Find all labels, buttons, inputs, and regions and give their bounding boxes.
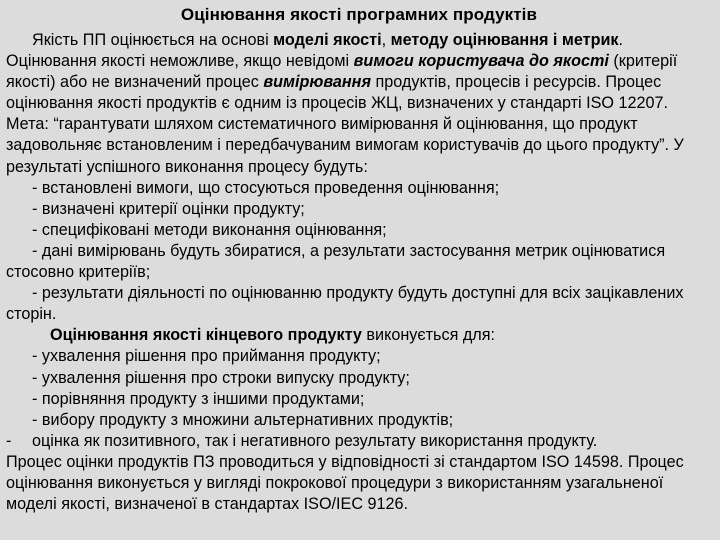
user-requirements-term: вимоги користувача до якості	[353, 52, 609, 71]
result-item: - встановлені вимоги, що стосуються проведення оцінювання;	[32, 178, 500, 197]
use-item: - ухвалення рішення про строки випуску продукту;	[32, 368, 410, 387]
result-item: - специфіковані методи виконання оцінювання;	[32, 220, 387, 239]
intro-text-5: . Оцінювання якості неможливе, якщо невідомі	[6, 31, 624, 71]
list-dash: -	[6, 431, 12, 450]
use-item: - ухвалення рішення про приймання продукту;	[32, 347, 381, 366]
result-item: - дані вимірювань будуть збиратися, а результати застосування метрик оцінюватися стосовно критеріїв;	[6, 241, 666, 282]
last-use-item-text: оцінка як позитивного, так і негативного результату використання продукту.	[32, 431, 598, 450]
intro-text-9: продуктів, процесів і ресурсів. Процес оцінювання якості продуктів є одним із процесів ЖЦ, визначених у стандарті ISO 12207. Мета: “гарантувати шляхом систематичного вимірювання й оцінювання, що продукт задовольняє встановленим і передбачуваним вимогам користувачів до цього продукту”. У результаті успішного виконання процесу будуть:	[6, 73, 684, 176]
final-product-paragraph	[6, 325, 712, 346]
result-item: - визначені критерії оцінки продукту;	[32, 199, 305, 218]
intro-text-1: Якість ПП оцінюється на основі	[32, 31, 274, 49]
final-product-text: виконується для:	[361, 326, 495, 345]
intro-text-7: (критерії якості) або не визначений процес	[6, 52, 678, 92]
use-item: - порівняння продукту з іншими продуктами;	[32, 389, 365, 408]
slide-body	[6, 30, 712, 515]
evaluation-method-term: методу оцінювання і метрик	[390, 31, 619, 49]
result-item: - результати діяльності по оцінюванню продукту будуть доступні для всіх зацікавлених сторін.	[6, 284, 684, 324]
use-item: - вибору продукту з множини альтернативних продуктів;	[32, 410, 454, 429]
intro-paragraph	[6, 30, 712, 178]
intro-text-3: ,	[381, 31, 391, 49]
slide-title: Оцінювання якості програмних продуктів	[180, 5, 538, 24]
final-product-term: Оцінювання якості кінцевого продукту	[50, 326, 362, 345]
last-use-item	[6, 431, 712, 452]
quality-model-term: моделі якості	[273, 31, 382, 49]
measurement-term: вимірювання	[263, 73, 371, 92]
closing-paragraph: Процес оцінки продуктів ПЗ проводиться у відповідності зі стандартом ISO 14598. Процес оцінювання виконується у вигляді покрокової процедури з використанням узагальненої моделі якості, визначеної в стандартах ISO/IEC 9126.	[6, 452, 684, 514]
